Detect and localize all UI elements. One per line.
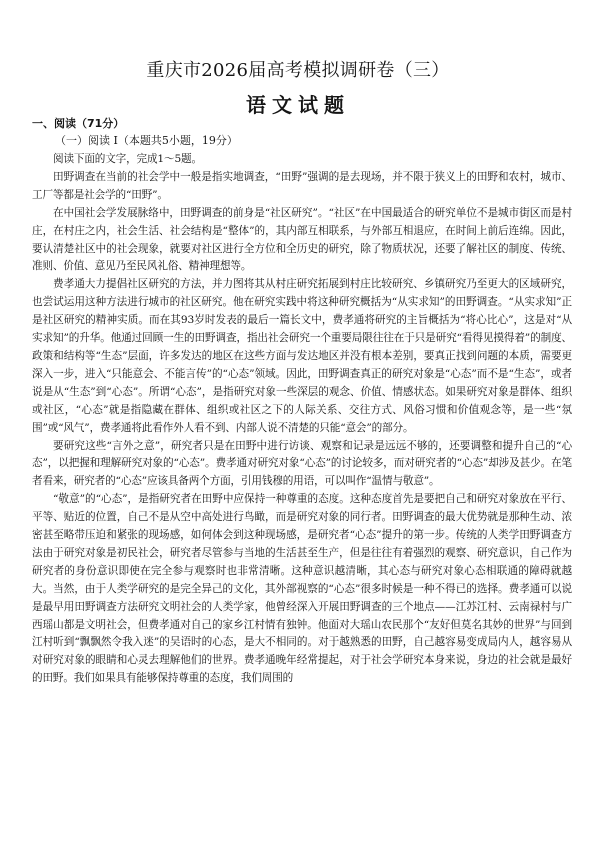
exam-title: 重庆市2026届高考模拟调研卷（三） bbox=[146, 60, 450, 81]
passage-paragraph-5: “敬意”的“心态”，是指研究者在田野中应保持一种尊重的态度。这种态度首先是要把自己和研究对象放在平行、平等、贴近的位置，自己不是从空中高处进行鸟瞰，而是研究对象的同行者。田野调查的最大优势就是那种生动、浓密甚至略带压迫和紧张的现场感，如何体会到这种现场感，是研究者“心态”提升的第一步。传统的人类学田野调查方法由于研究对象是初民社会，研究者尽管参与当地的生活甚至生产，但是往往有着强烈的观察、研究意识，自己作为研究者的身份意识即使在完全参与观察时也非常清晰。这种意识越清晰，其心态与研究对象心态相联通的障碍就越大。当然，由于人类学研究的是完全异己的文化，其外部视察的“心态”很多时候是一种不得已的选择。费孝通可以说是最早用田野调查方法研究文明社会的人类学家，他曾经深入开展田野调查的三个地点——江苏江村、云南禄村与广西瑶山都是文明社会，但费孝通对自己的家乡江村情有独钟。他面对大瑶山农民那个“友好但莫名其妙的世界”与回到江村听到“飘飘然令我入迷”的吴语时的心态，是大不相同的。对于越熟悉的田野，自己越容易变成局内人，越容易从对研究对象的眼睛和心灵去理解他们的世界。费孝通晚年经常提起，对于社会学研究本身来说，身边的社会就是最好的田野。我们如果具有能够保持尊重的态度，我们周围的 bbox=[32, 493, 572, 685]
instruction-text: 阅读下面的文字，完成1～5题。 bbox=[53, 153, 202, 165]
exam-subject-title: 语文试题 bbox=[246, 93, 350, 117]
passage-paragraph-2: 在中国社会学发展脉络中，田野调查的前身是“社区研究”。“社区”在中国最适合的研究单位不是城市街区而是村庄，在村庄之内，社会生活、社会结构是“整体”的，其内部互相联系，与外部互相退应，在时间上前后连绵。因此，要认清楚社区中的社会现象，就要对社区进行全方位和全历史的研究，除了物质状况，还要了解社区的制度、传统、准则、价值、意见乃至民风礼俗、精神理想等。 bbox=[32, 206, 572, 273]
reading-passage bbox=[32, 151, 572, 688]
subsection-heading: （一）阅读 I（本题共5小题，19分） bbox=[55, 134, 238, 147]
passage-paragraph-4: 要研究这些“言外之意”，研究者只是在田野中进行访谈、观察和记录是远远不够的，还要调整和提升自己的“心态”，以把握和理解研究对象的“心态”。费孝通对研究对象“心态”的讨论较多，而对研究者的“心态”却涉及甚少。在笔者看来，研究者的“心态”应该具备两个方面，引用钱穆的用语，可以叫作“温情与敬意”。 bbox=[32, 439, 572, 488]
passage-paragraph-3: 费孝通大力提倡社区研究的方法，并力图将其从村庄研究拓展到村庄比较研究、乡镇研究乃至更大的区域研究，也尝试运用这种方法进行城市的社区研究。他在研究实践中将这种研究概括为“从实求知”的田野调查。“从实求知”正是社区研究的精神实质。而在其93岁时发表的最后一篇长文中，费孝通将研究的主旨概括为“将心比心”，这是对“从实求知”的升华。他通过回顾一生的田野调查，指出社会研究一个重要局限往往在于只是研究“看得见摸得着”的制度、政策和结构等“生态”层面，许多发达的地区在这些方面与发达地区并没有根本差别，要真正找到问题的本质，需要更深入一步，进入“只能意会、不能言传”的“心态”领域。因此，田野调查真正的研究对象是“心态”而不是“生态”，或者说是从“生态”到“心态”。所谓“心态”，是指研究对象一些深层的观念、价值、情感状态。如果研究对象是群体、组织或社区，“心态”就是指隐藏在群体、组织或社区之下的人际关系、交往方式、风俗习惯和价值观念等，是一些“氛围”或“风气”，费孝通将此看作外人看不到、内部人说不清楚的只能“意会”的部分。 bbox=[32, 278, 572, 434]
passage-paragraph-1: 田野调查在当前的社会学中一般是指实地调查，“田野”强调的是去现场，并不限于狭义上的田野和农村，城市、工厂等都是社会学的“田野”。 bbox=[32, 170, 572, 201]
section-heading: 一、阅读（71分） bbox=[32, 117, 125, 130]
